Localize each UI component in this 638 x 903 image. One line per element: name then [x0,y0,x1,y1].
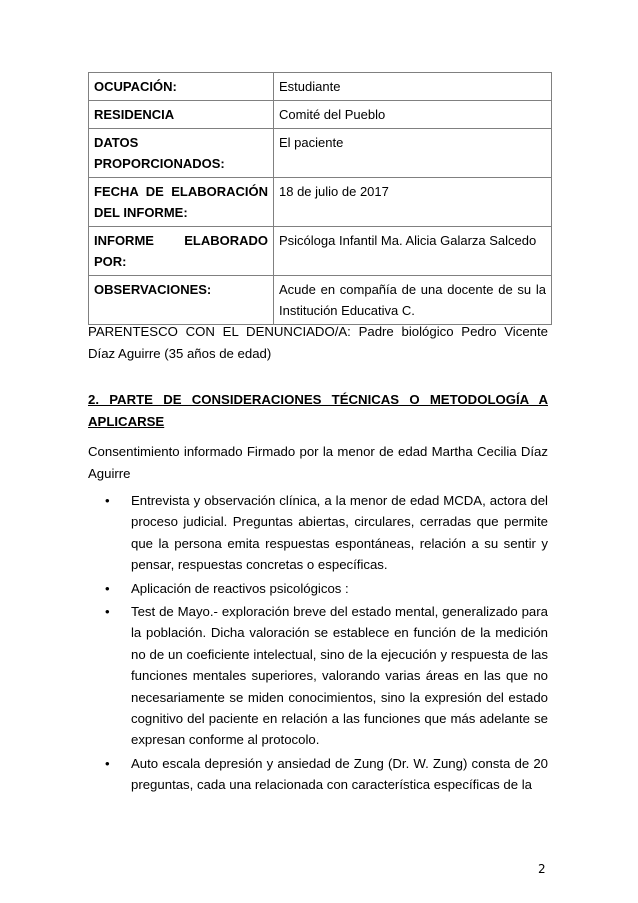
page-number: 2 [538,862,546,876]
list-item-text: Auto escala depresión y ansiedad de Zung (Dr. W. Zung) consta de 20 preguntas, cada una relacionada con característica específicas de la [131,755,548,793]
bullet-icon: • [105,493,110,508]
parentesco-paragraph: PARENTESCO CON EL DENUNCIADO/A: Padre biológico Pedro Vicente Díaz Aguirre (35 años de edad) [88,324,548,361]
info-label-ocupacion: OCUPACIÓN: [89,73,274,101]
list-item [88,490,548,576]
info-label-datos: DATOS PROPORCIONADOS: [89,129,274,178]
table-row [89,129,552,178]
list-item-text: Test de Mayo.- exploración breve del estado mental, generalizado para la población. Dicha valoración se establece en función de la medición no de un coeficiente intelectual, sino de la ejecución y respuesta de las funciones mentales superiores, valorando varias áreas en las que no necesariamente se miden conocimientos, sino la expresión del estado cognitivo del paciente en relación a las funciones que más adelante se expresan conforme al protocolo. [131,604,548,748]
info-value-residencia: Comité del Pueblo [274,101,552,129]
list-item [88,601,548,751]
list-item-text: Entrevista y observación clínica, a la menor de edad MCDA, actora del proceso judicial. Preguntas abiertas, circulares, cerradas que permite que la persona emita respuestas espontáneas, relación a su sentir y pensar, respuestas concretas o específicas. [131,493,548,573]
bullet-icon: • [105,755,110,771]
info-value-elaborado: Psicóloga Infantil Ma. Alicia Galarza Salcedo [274,227,552,276]
info-label-residencia: RESIDENCIA [89,101,274,129]
section-heading: 2. PARTE DE CONSIDERACIONES TÉCNICAS O METODOLOGÍA A APLICARSE [88,392,548,429]
info-value-ocupacion: Estudiante [274,73,552,101]
info-value-fecha: 18 de julio de 2017 [274,178,552,227]
info-value-datos: El paciente [274,129,552,178]
table-row [89,178,552,227]
list-item-text: Aplicación de reactivos psicológicos : [131,580,349,596]
list-item [88,753,548,796]
info-table [88,72,552,325]
table-row [89,276,552,325]
info-label-fecha: FECHA DE ELABORACIÓN DEL INFORME: [89,178,274,227]
consentimiento-paragraph: Consentimiento informado Firmado por la menor de edad Martha Cecilia Díaz Aguirre [88,444,548,481]
bullet-icon: • [105,580,110,596]
list-item [88,578,548,599]
table-row [89,227,552,276]
table-row [89,73,552,101]
info-label-elaborado: INFORME ELABORADO POR: [89,227,274,276]
info-label-observaciones: OBSERVACIONES: [89,276,274,325]
methods-list [88,490,548,798]
info-value-observaciones: Acude en compañía de una docente de su la Institución Educativa C. [274,276,552,325]
table-row [89,101,552,129]
bullet-icon: • [105,604,110,620]
